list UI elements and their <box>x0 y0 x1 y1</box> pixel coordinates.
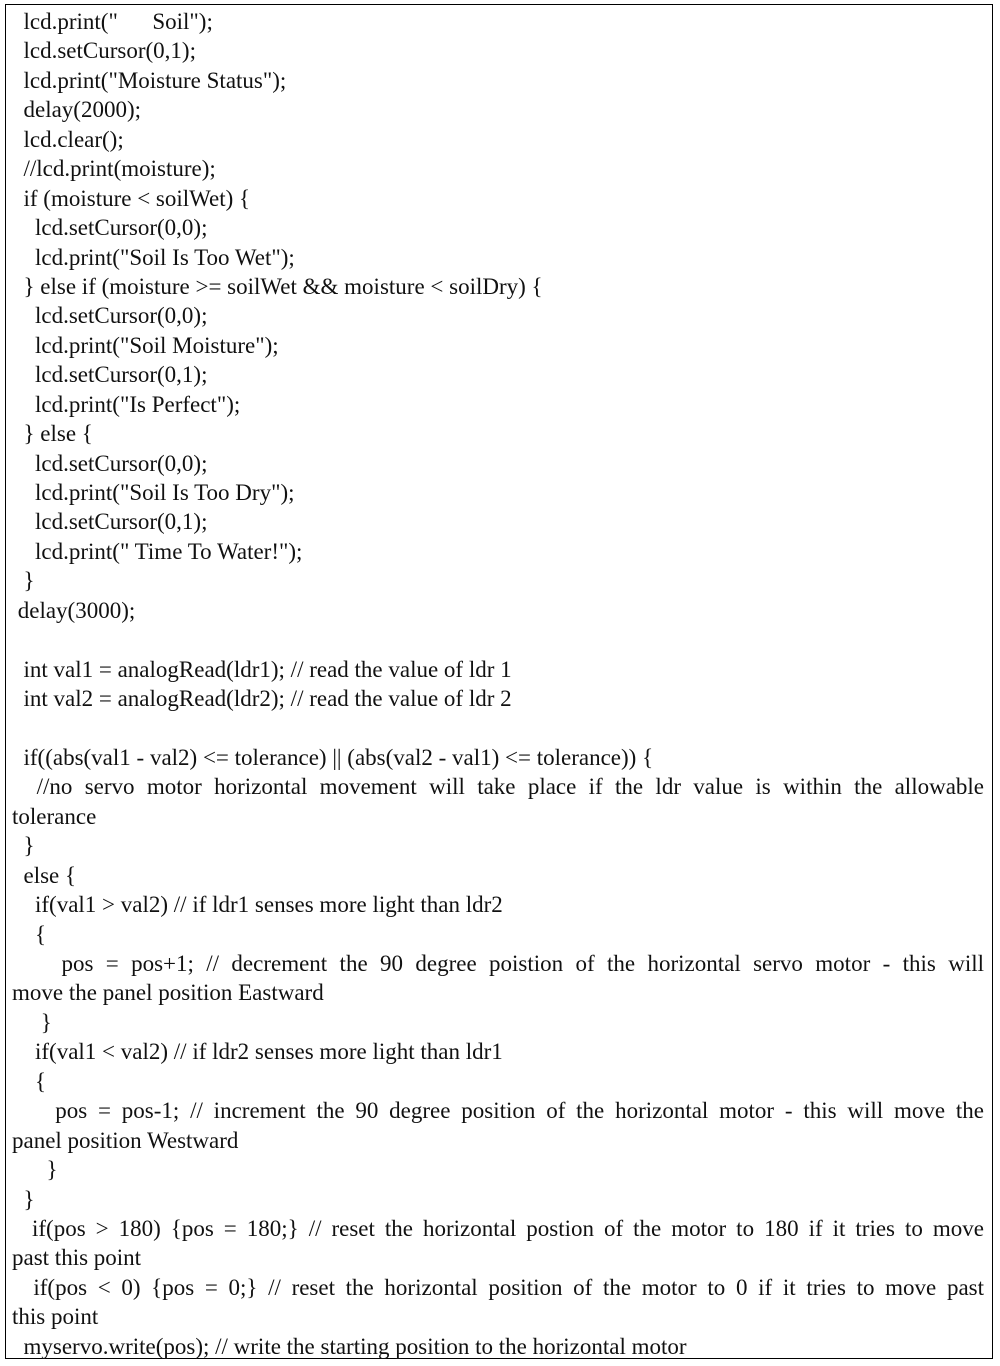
code-line: if(pos > 180) {pos = 180;} // reset the horizontal postion of the motor to 180 if it tries to move <box>12 1215 984 1241</box>
code-line: lcd.print(" Time To Water!"); <box>12 538 303 564</box>
code-listing <box>12 7 984 1361</box>
code-line: lcd.print(" Soil"); <box>12 9 213 34</box>
code-line: lcd.print("Soil Is Too Wet"); <box>12 244 295 270</box>
code-line: lcd.setCursor(0,0); <box>12 215 208 241</box>
code-line: else { <box>12 862 77 888</box>
code-line: myservo.write(pos); // write the starting position to the horizontal motor <box>12 1333 687 1359</box>
code-line: pos = pos+1; // decrement the 90 degree poistion of the horizontal servo motor - this will <box>12 951 984 976</box>
code-line: lcd.setCursor(0,1); <box>12 38 196 64</box>
code-line: if(val1 < val2) // if ldr2 senses more light than ldr1 <box>12 1039 503 1065</box>
code-line: if (moisture < soilWet) { <box>12 185 251 211</box>
code-line: move the panel position Eastward <box>12 980 324 1006</box>
code-line: delay(2000); <box>12 97 142 123</box>
code-line: lcd.setCursor(0,0); <box>12 303 208 329</box>
code-line: if(pos < 0) {pos = 0;} // reset the horizontal position of the motor to 0 if it tries to move past <box>12 1274 984 1300</box>
code-line: { <box>12 921 47 947</box>
code-line: } <box>12 1186 35 1212</box>
code-line: //lcd.print(moisture); <box>12 156 216 182</box>
code-line: lcd.setCursor(0,0); <box>12 450 208 476</box>
code-line: past this point <box>12 1245 142 1271</box>
code-line: panel position Westward <box>12 1127 239 1153</box>
code-line: } <box>12 833 35 859</box>
code-line <box>12 625 984 654</box>
code-line: if(val1 > val2) // if ldr1 senses more light than ldr2 <box>12 892 503 918</box>
code-line: lcd.print("Is Perfect"); <box>12 391 241 417</box>
code-line: } <box>12 1157 58 1183</box>
code-line: lcd.print("Moisture Status"); <box>12 67 287 93</box>
code-line: lcd.print("Soil Moisture"); <box>12 332 279 358</box>
code-line: } <box>12 568 35 594</box>
code-line: lcd.setCursor(0,1); <box>12 509 208 535</box>
code-line: delay(3000); <box>12 597 136 623</box>
code-line: } else { <box>12 421 93 447</box>
code-line: //no servo motor horizontal movement will take place if the ldr value is within the allowable <box>12 774 984 800</box>
code-line: } <box>12 1009 52 1035</box>
code-line: { <box>12 1068 47 1094</box>
code-line: } else if (moisture >= soilWet && moisture < soilDry) { <box>12 273 543 299</box>
code-line <box>12 714 984 743</box>
code-line: tolerance <box>12 803 97 829</box>
code-line: int val1 = analogRead(ldr1); // read the value of ldr 1 <box>12 656 512 682</box>
code-line: pos = pos-1; // increment the 90 degree position of the horizontal motor - this will move the <box>12 1098 984 1124</box>
code-line: int val2 = analogRead(ldr2); // read the value of ldr 2 <box>12 686 512 712</box>
code-line: lcd.print("Soil Is Too Dry"); <box>12 480 295 505</box>
code-line: lcd.setCursor(0,1); <box>12 362 208 388</box>
code-line: if((abs(val1 - val2) <= tolerance) || (abs(val2 - val1) <= tolerance)) { <box>12 744 654 770</box>
code-line: this point <box>12 1304 99 1330</box>
code-line: lcd.clear(); <box>12 126 124 152</box>
